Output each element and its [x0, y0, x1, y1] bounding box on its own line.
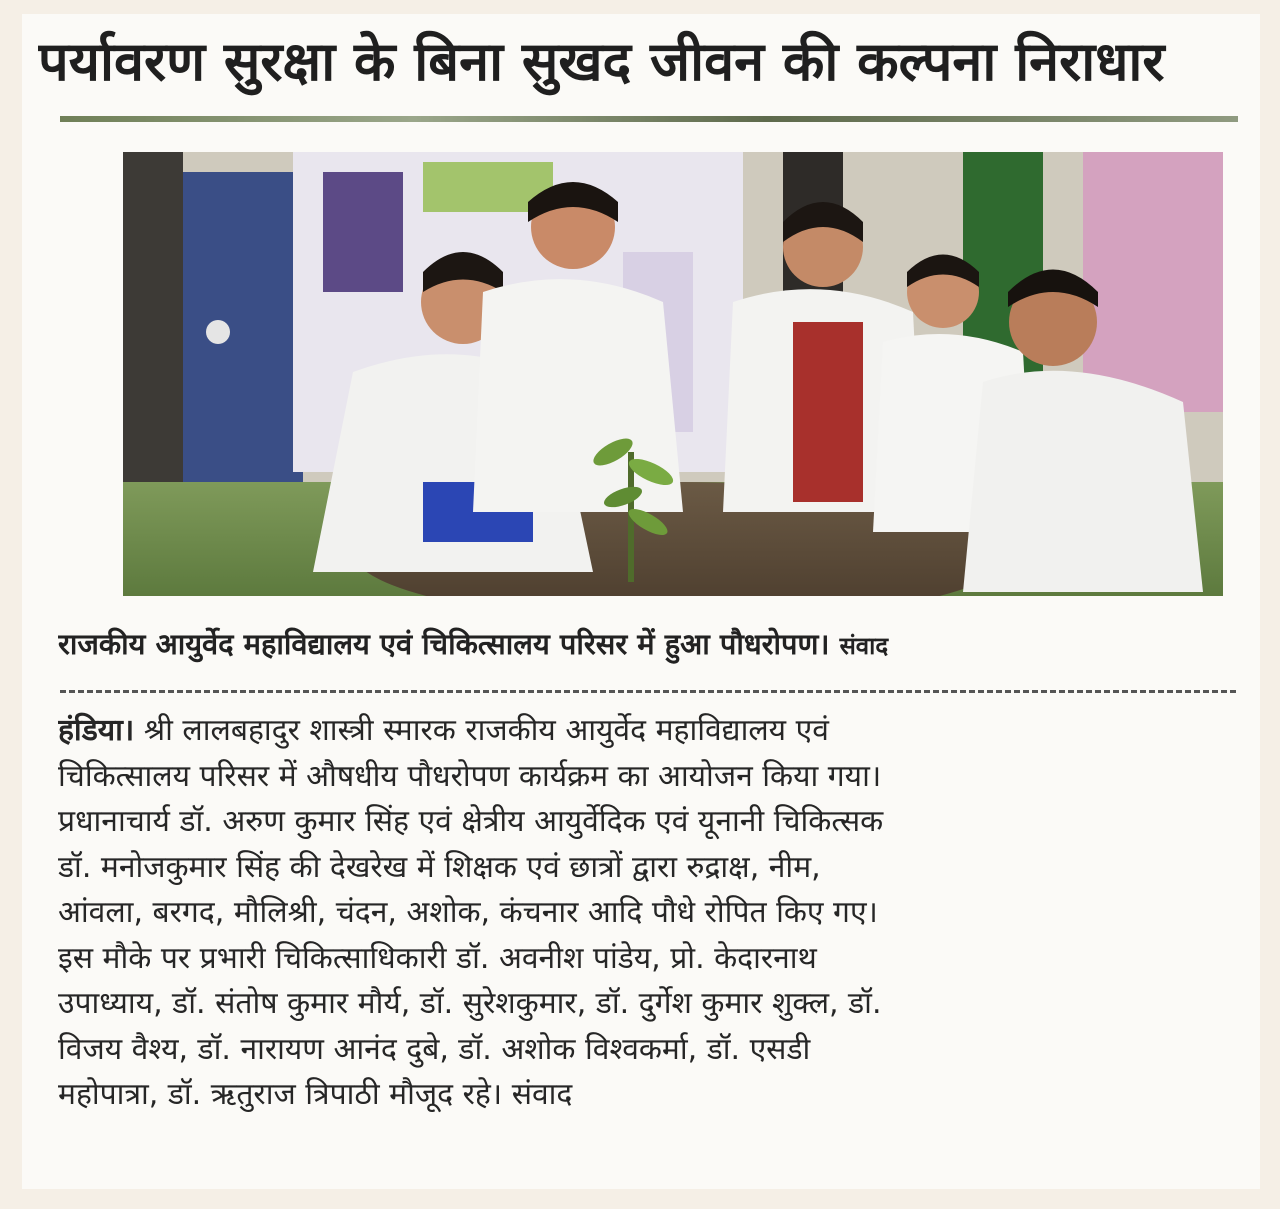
article-line-6: इस मौके पर प्रभारी चिकित्साधिकारी डॉ. अवनीश पांडेय, प्रो. केदारनाथ — [58, 940, 817, 976]
article-line-7: उपाध्याय, डॉ. संतोष कुमार मौर्य, डॉ. सुरेशकुमार, डॉ. दुर्गेश कुमार शुक्ल, डॉ. — [58, 986, 882, 1021]
article-line-4: डॉ. मनोजकुमार सिंह की देखरेख में शिक्षक एवं छात्रों द्वारा रुद्राक्ष, नीम, — [58, 849, 821, 885]
stethoscope-icon — [206, 320, 230, 344]
article-line-8: विजय वैश्य, डॉ. नारायण आनंद दुबे, डॉ. अशोक विश्वकर्मा, डॉ. एसडी — [58, 1031, 811, 1067]
photo-caption — [58, 614, 1248, 674]
article-line-5: आंवला, बरगद, मौलिश्री, चंदन, अशोक, कंचनार आदि पौधे रोपित किए गए। — [58, 895, 878, 930]
dateline-place: हंडिया। — [58, 713, 135, 748]
news-photo — [123, 152, 1223, 596]
dashed-divider — [60, 690, 1236, 693]
headline: पर्यावरण सुरक्षा के बिना सुखद जीवन की कल्पना निराधार — [38, 30, 1165, 93]
article-line-2: चिकित्सालय परिसर में औषधीय पौधरोपण कार्यक्रम का आयोजन किया गया। — [58, 758, 882, 794]
article-line-3: प्रधानाचार्य डॉ. अरुण कुमार सिंह एवं क्षेत्रीय आयुर्वेदिक एवं यूनानी चिकित्सक — [58, 804, 884, 839]
article-body — [58, 708, 1238, 1178]
person-5-white-coat — [963, 371, 1203, 592]
article-line-9: महोपात्रा, डॉ. ऋतुराज त्रिपाठी मौजूद रहे। संवाद — [58, 1077, 573, 1112]
caption-text: राजकीय आयुर्वेद महाविद्यालय एवं चिकित्सालय परिसर में हुआ पौधरोपण। — [58, 627, 830, 661]
plantation-photo-illustration — [123, 152, 1223, 596]
person-pink-clothes — [1083, 152, 1223, 412]
photo-top-rule — [60, 116, 1238, 122]
person-3-red-dress — [793, 322, 863, 502]
article-line-1: हंडिया। श्री लालबहादुर शास्त्री स्मारक राजकीय आयुर्वेद महाविद्यालय एवं — [58, 713, 829, 748]
caption-credit: संवाद — [839, 632, 889, 660]
standing-person-blue — [183, 172, 303, 502]
